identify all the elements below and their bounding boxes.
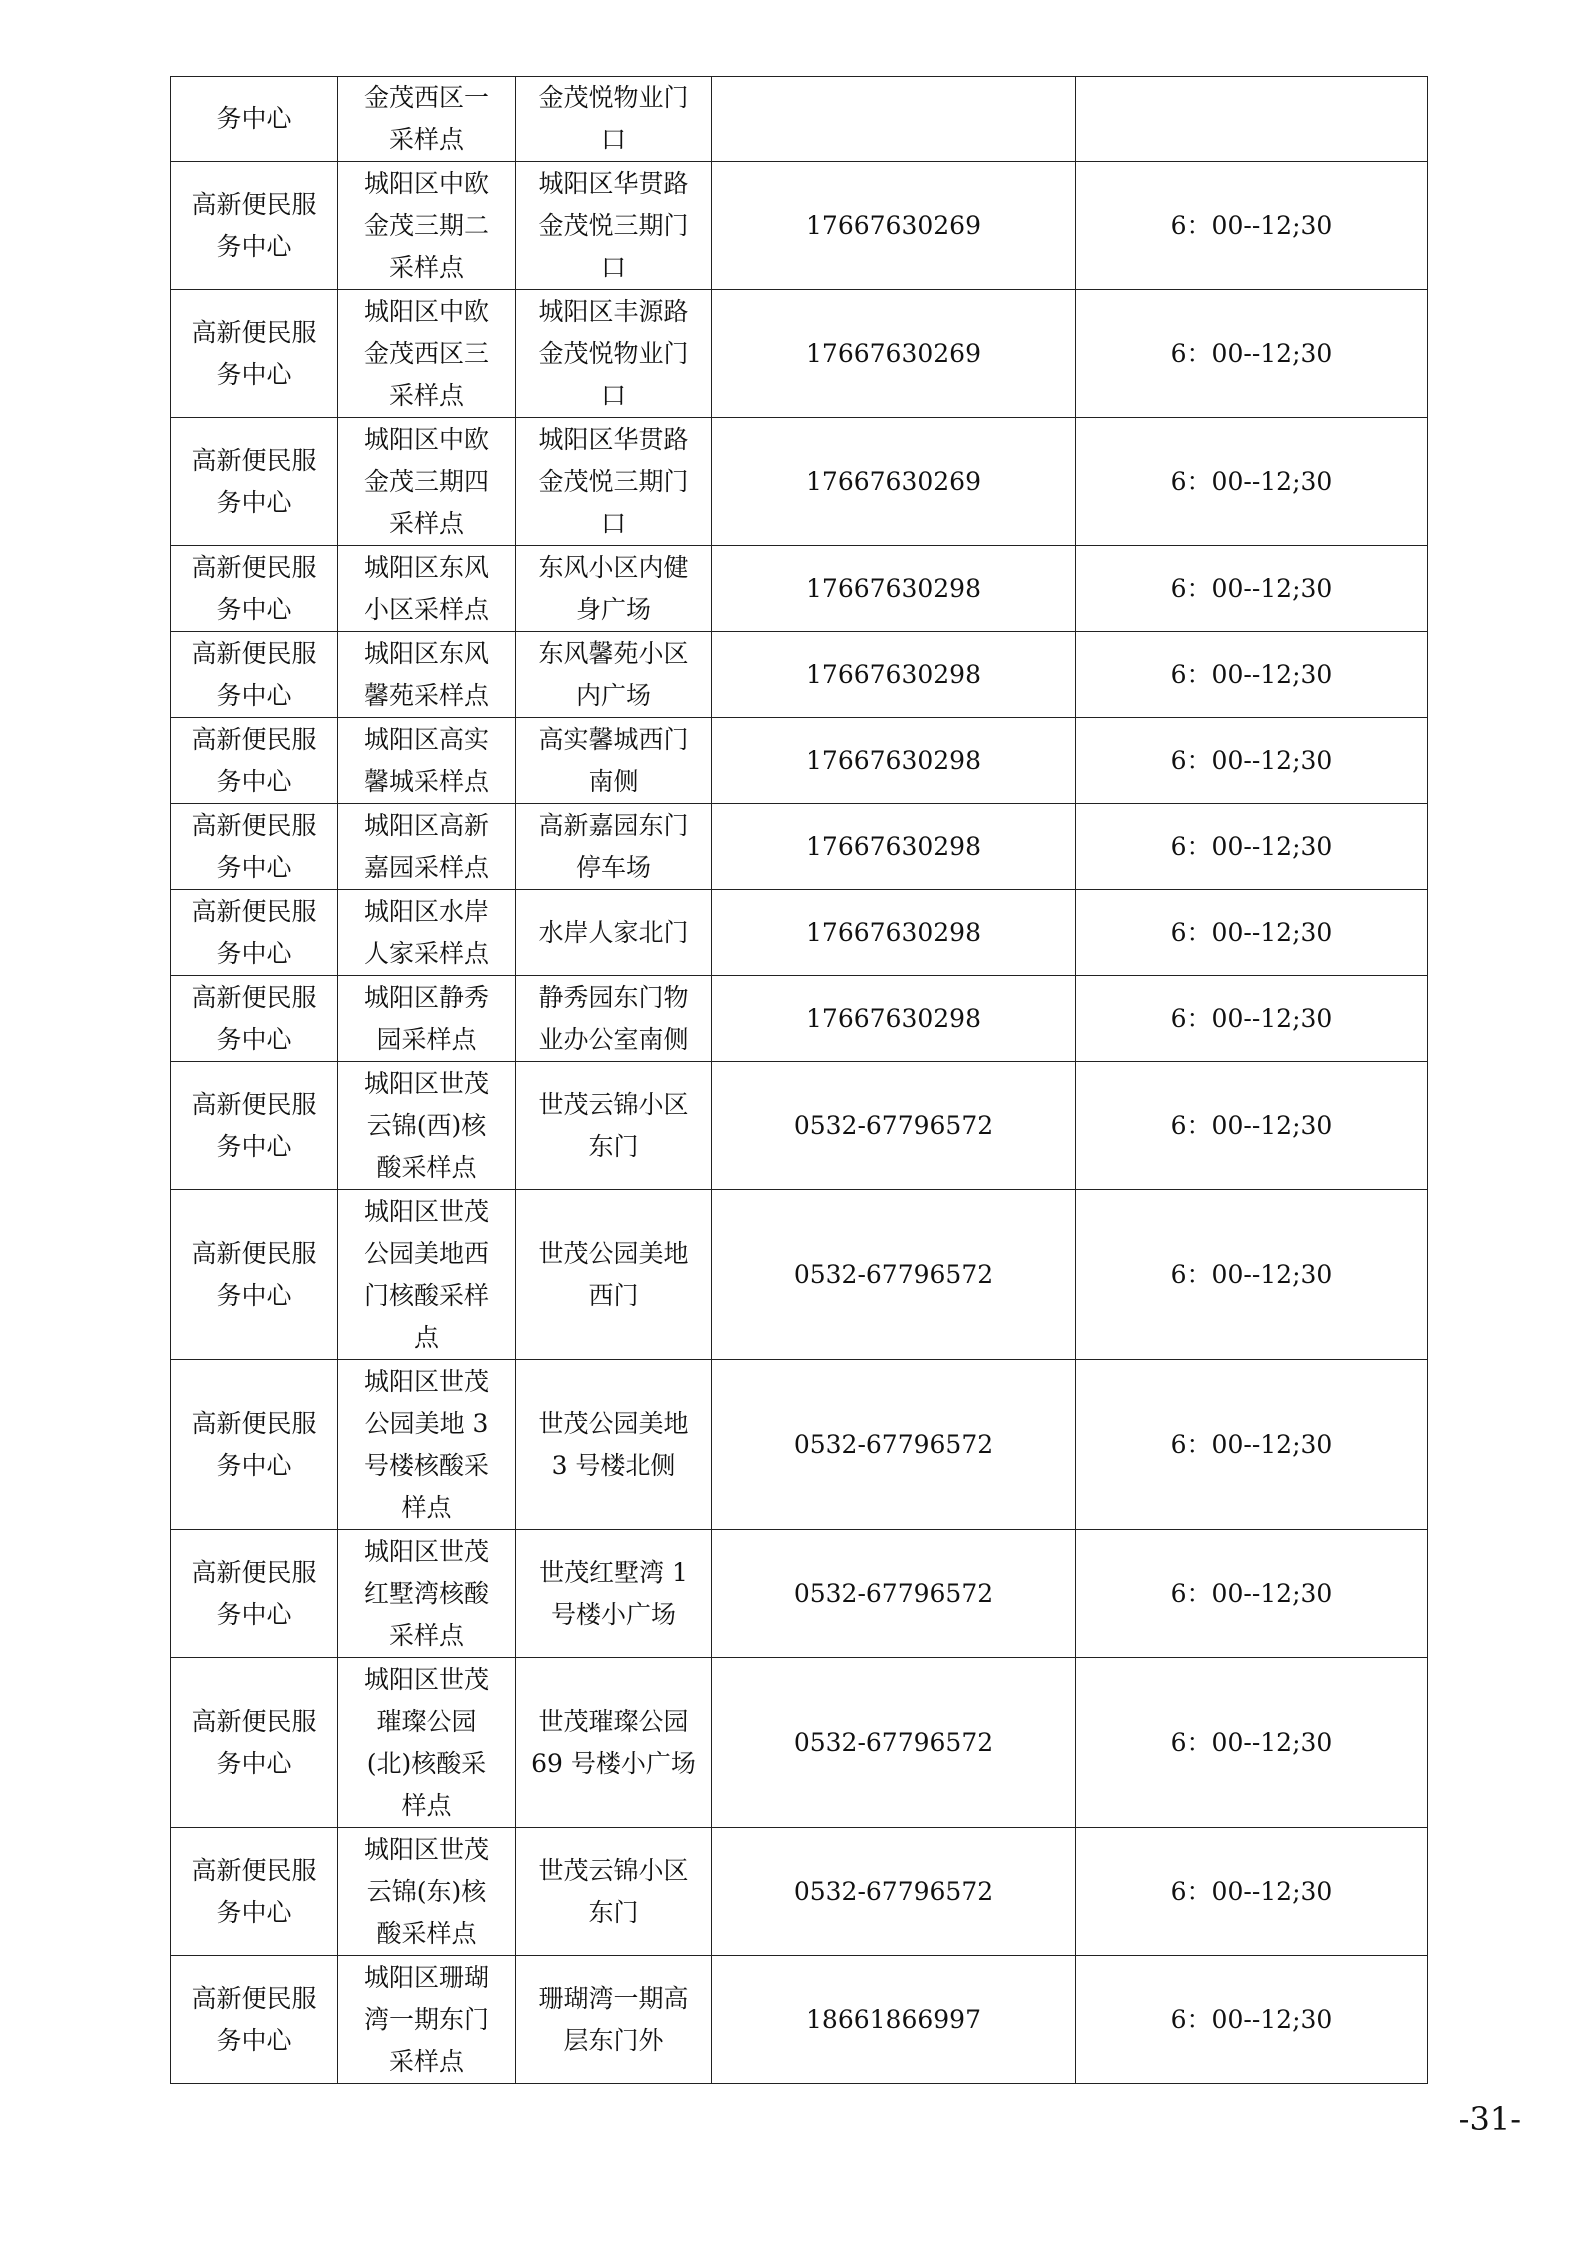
cell-line: 馨苑采样点 <box>363 680 489 710</box>
cell-line: 17667630298 <box>806 659 981 689</box>
cell-line: 高新便民服 <box>191 1557 317 1587</box>
cell-line: 69 号楼小广场 <box>531 1748 696 1778</box>
cell-line: 17667630298 <box>806 831 981 861</box>
cell-line: 务中心 <box>216 104 292 133</box>
cell-line: 金茂悦三期门 <box>538 466 689 496</box>
cell-line: 城阳区世茂 <box>363 1068 489 1098</box>
phone-cell <box>712 1530 1076 1658</box>
cell-line: 高新便民服 <box>191 1089 317 1119</box>
cell-line: 园采样点 <box>376 1024 477 1054</box>
cell-line: 金茂三期四 <box>363 466 489 496</box>
cell-line: 17667630269 <box>806 338 981 368</box>
cell-line: 金茂悦物业门 <box>538 338 689 368</box>
cell-line: 高新便民服 <box>191 552 317 582</box>
hours-cell <box>1076 1956 1428 2084</box>
address-cell <box>516 976 712 1062</box>
phone-cell <box>712 632 1076 718</box>
cell-line: 高新便民服 <box>191 724 317 754</box>
service-center-cell <box>171 1530 338 1658</box>
cell-line: 务中心 <box>216 231 292 261</box>
service-center-cell <box>171 976 338 1062</box>
cell-line: 城阳区华贯路 <box>538 424 689 454</box>
service-center-cell <box>171 1062 338 1190</box>
table-row <box>171 976 1428 1062</box>
cell-line: 城阳区华贯路 <box>538 168 689 198</box>
phone-cell <box>712 718 1076 804</box>
cell-line: 3 号楼北侧 <box>551 1450 676 1480</box>
cell-line: 0532-67796572 <box>793 1429 994 1459</box>
service-center-cell <box>171 290 338 418</box>
cell-line: 世茂云锦小区 <box>538 1089 689 1119</box>
cell-line: 17667630269 <box>806 466 981 496</box>
cell-line: 城阳区中欧 <box>363 296 489 326</box>
sampling-site-cell <box>338 1360 516 1530</box>
service-center-cell <box>171 804 338 890</box>
cell-line: 水岸人家北门 <box>538 917 689 947</box>
cell-line: 样点 <box>401 1492 452 1522</box>
cell-line: 17667630298 <box>806 745 981 775</box>
table-row <box>171 1062 1428 1190</box>
cell-line: 东门 <box>588 1897 639 1927</box>
cell-line: 务中心 <box>216 1748 292 1778</box>
phone-cell <box>712 546 1076 632</box>
cell-line: 金茂悦物业门 <box>538 83 689 112</box>
table-row <box>171 77 1428 162</box>
cell-line: 公园美地西 <box>363 1238 489 1268</box>
cell-line: 6：00--12;30 <box>1170 745 1333 775</box>
phone-cell <box>712 976 1076 1062</box>
sampling-site-cell <box>338 290 516 418</box>
cell-line: 金茂西区三 <box>363 338 489 368</box>
cell-line: 口 <box>600 508 626 538</box>
cell-line: 号楼核酸采 <box>363 1450 489 1480</box>
table-row <box>171 162 1428 290</box>
cell-line: 6：00--12;30 <box>1170 573 1333 603</box>
service-center-cell <box>171 162 338 290</box>
cell-line: 小区采样点 <box>363 594 489 624</box>
cell-line: 酸采样点 <box>376 1918 477 1948</box>
table-row <box>171 546 1428 632</box>
cell-line: 城阳区世茂 <box>363 1834 489 1864</box>
cell-line: 采样点 <box>388 508 464 538</box>
cell-line: 城阳区静秀 <box>363 982 489 1012</box>
cell-line: 采样点 <box>388 2046 464 2076</box>
cell-line: 高新便民服 <box>191 810 317 840</box>
address-cell <box>516 1190 712 1360</box>
page-number: -31- <box>1458 2100 1521 2138</box>
cell-line: 世茂云锦小区 <box>538 1855 689 1885</box>
cell-line: 城阳区世茂 <box>363 1664 489 1694</box>
sampling-site-cell <box>338 77 516 162</box>
table-row <box>171 1828 1428 1956</box>
address-cell <box>516 77 712 162</box>
cell-line: 6：00--12;30 <box>1170 659 1333 689</box>
address-cell <box>516 1956 712 2084</box>
cell-line: 6：00--12;30 <box>1170 1110 1333 1140</box>
hours-cell <box>1076 890 1428 976</box>
cell-line: 高新便民服 <box>191 1855 317 1885</box>
cell-line: 东门 <box>588 1131 639 1161</box>
phone-cell <box>712 418 1076 546</box>
cell-line: 金茂悦三期门 <box>538 210 689 240</box>
cell-line: 南侧 <box>588 766 639 796</box>
cell-line: 6：00--12;30 <box>1170 2004 1333 2034</box>
service-center-cell <box>171 1360 338 1530</box>
address-cell <box>516 418 712 546</box>
cell-line: 内广场 <box>575 680 651 710</box>
cell-line: 云锦(西)核 <box>366 1110 487 1140</box>
cell-line: 世茂公园美地 <box>538 1238 689 1268</box>
cell-line: 城阳区世茂 <box>363 1366 489 1396</box>
phone-cell <box>712 77 1076 162</box>
sampling-site-cell <box>338 1062 516 1190</box>
sampling-site-cell <box>338 1956 516 2084</box>
phone-cell <box>712 890 1076 976</box>
cell-line: 0532-67796572 <box>793 1110 994 1140</box>
table-row <box>171 1658 1428 1828</box>
service-center-cell <box>171 77 338 162</box>
table-body <box>171 77 1428 2084</box>
hours-cell <box>1076 1360 1428 1530</box>
service-center-cell <box>171 1956 338 2084</box>
cell-line: 城阳区东风 <box>363 638 489 668</box>
phone-cell <box>712 290 1076 418</box>
cell-line: 高新便民服 <box>191 896 317 926</box>
cell-line: 金茂三期二 <box>363 210 489 240</box>
cell-line: 6：00--12;30 <box>1170 210 1333 240</box>
hours-cell <box>1076 1828 1428 1956</box>
cell-line: 务中心 <box>216 1450 292 1480</box>
cell-line: 门核酸采样 <box>363 1280 489 1310</box>
cell-line: 口 <box>600 125 626 154</box>
cell-line: 高新便民服 <box>191 638 317 668</box>
address-cell <box>516 1062 712 1190</box>
address-cell <box>516 290 712 418</box>
cell-line: 城阳区珊瑚 <box>363 1962 489 1992</box>
cell-line: 务中心 <box>216 594 292 624</box>
hours-cell <box>1076 77 1428 162</box>
service-center-cell <box>171 546 338 632</box>
phone-cell <box>712 1190 1076 1360</box>
service-center-cell <box>171 418 338 546</box>
sampling-site-cell <box>338 1658 516 1828</box>
cell-line: 务中心 <box>216 1024 292 1054</box>
cell-line: 务中心 <box>216 766 292 796</box>
table-row <box>171 1190 1428 1360</box>
cell-line: 务中心 <box>216 2025 292 2055</box>
table-row <box>171 890 1428 976</box>
sampling-site-cell <box>338 804 516 890</box>
cell-line: 6：00--12;30 <box>1170 1876 1333 1906</box>
cell-line: 高新便民服 <box>191 189 317 219</box>
table-row <box>171 1360 1428 1530</box>
cell-line: 东风馨苑小区 <box>538 638 689 668</box>
phone-cell <box>712 1828 1076 1956</box>
address-cell <box>516 1658 712 1828</box>
table-row <box>171 1956 1428 2084</box>
cell-line: 城阳区世茂 <box>363 1196 489 1226</box>
cell-line: 高新便民服 <box>191 1983 317 2013</box>
sampling-site-cell <box>338 890 516 976</box>
cell-line: 城阳区高新 <box>363 810 489 840</box>
hours-cell <box>1076 418 1428 546</box>
cell-line: 世茂红墅湾 1 <box>539 1557 688 1587</box>
address-cell <box>516 1828 712 1956</box>
cell-line: (北)核酸采 <box>366 1748 487 1778</box>
cell-line: 务中心 <box>216 487 292 517</box>
service-center-cell <box>171 1828 338 1956</box>
hours-cell <box>1076 546 1428 632</box>
service-center-cell <box>171 718 338 804</box>
cell-line: 城阳区东风 <box>363 552 489 582</box>
sampling-site-cell <box>338 632 516 718</box>
table-row <box>171 418 1428 546</box>
sampling-site-cell <box>338 1828 516 1956</box>
cell-line: 18661866997 <box>806 2004 981 2034</box>
cell-line: 层东门外 <box>563 2025 664 2055</box>
cell-line: 口 <box>600 380 626 410</box>
sampling-site-cell <box>338 718 516 804</box>
cell-line: 务中心 <box>216 852 292 882</box>
hours-cell <box>1076 1658 1428 1828</box>
cell-line: 嘉园采样点 <box>363 852 489 882</box>
cell-line: 6：00--12;30 <box>1170 1727 1333 1757</box>
sampling-site-cell <box>338 418 516 546</box>
cell-line: 城阳区世茂 <box>363 1536 489 1566</box>
phone-cell <box>712 162 1076 290</box>
table-row <box>171 804 1428 890</box>
cell-line: 高新便民服 <box>191 1238 317 1268</box>
address-cell <box>516 162 712 290</box>
cell-line: 城阳区水岸 <box>363 896 489 926</box>
cell-line: 务中心 <box>216 1897 292 1927</box>
cell-line: 务中心 <box>216 938 292 968</box>
cell-line: 17667630269 <box>806 210 981 240</box>
cell-line: 6：00--12;30 <box>1170 1578 1333 1608</box>
hours-cell <box>1076 290 1428 418</box>
cell-line: 公园美地 3 <box>364 1408 489 1438</box>
phone-cell <box>712 1956 1076 2084</box>
cell-line: 西门 <box>588 1280 639 1310</box>
cell-line: 6：00--12;30 <box>1170 338 1333 368</box>
cell-line: 口 <box>600 252 626 282</box>
service-center-cell <box>171 1190 338 1360</box>
sampling-site-cell <box>338 976 516 1062</box>
cell-line: 6：00--12;30 <box>1170 831 1333 861</box>
cell-line: 采样点 <box>388 252 464 282</box>
sampling-site-cell <box>338 162 516 290</box>
address-cell <box>516 632 712 718</box>
cell-line: 金茂西区一 <box>363 83 489 112</box>
cell-line: 静秀园东门物 <box>538 982 689 1012</box>
cell-line: 高新便民服 <box>191 1408 317 1438</box>
hours-cell <box>1076 976 1428 1062</box>
address-cell <box>516 546 712 632</box>
cell-line: 湾一期东门 <box>363 2004 489 2034</box>
cell-line: 17667630298 <box>806 917 981 947</box>
cell-line: 高新便民服 <box>191 982 317 1012</box>
cell-line: 高新便民服 <box>191 445 317 475</box>
cell-line: 0532-67796572 <box>793 1876 994 1906</box>
table-row <box>171 718 1428 804</box>
phone-cell <box>712 1658 1076 1828</box>
hours-cell <box>1076 1062 1428 1190</box>
table-row <box>171 632 1428 718</box>
cell-line: 号楼小广场 <box>550 1599 676 1629</box>
cell-line: 务中心 <box>216 1131 292 1161</box>
hours-cell <box>1076 1530 1428 1658</box>
cell-line: 0532-67796572 <box>793 1578 994 1608</box>
cell-line: 城阳区高实 <box>363 724 489 754</box>
cell-line: 停车场 <box>575 852 651 882</box>
cell-line: 0532-67796572 <box>793 1727 994 1757</box>
cell-line: 东风小区内健 <box>538 552 689 582</box>
phone-cell <box>712 804 1076 890</box>
hours-cell <box>1076 162 1428 290</box>
cell-line: 6：00--12;30 <box>1170 1259 1333 1289</box>
cell-line: 6：00--12;30 <box>1170 466 1333 496</box>
cell-line: 务中心 <box>216 359 292 389</box>
service-center-cell <box>171 890 338 976</box>
sampling-sites-table <box>170 76 1428 2084</box>
cell-line: 样点 <box>401 1790 452 1820</box>
phone-cell <box>712 1062 1076 1190</box>
cell-line: 珊瑚湾一期高 <box>538 1983 689 2013</box>
cell-line: 身广场 <box>575 594 651 624</box>
cell-line: 高新便民服 <box>191 1706 317 1736</box>
cell-line: 6：00--12;30 <box>1170 917 1333 947</box>
cell-line: 酸采样点 <box>376 1152 477 1182</box>
cell-line: 点 <box>413 1322 439 1352</box>
cell-line: 务中心 <box>216 1599 292 1629</box>
hours-cell <box>1076 804 1428 890</box>
cell-line: 6：00--12;30 <box>1170 1429 1333 1459</box>
hours-cell <box>1076 1190 1428 1360</box>
hours-cell <box>1076 718 1428 804</box>
cell-line: 世茂璀璨公园 <box>538 1706 689 1736</box>
sampling-site-cell <box>338 1530 516 1658</box>
cell-line: 17667630298 <box>806 573 981 603</box>
sampling-site-cell <box>338 546 516 632</box>
cell-line: 业办公室南侧 <box>538 1024 689 1054</box>
cell-line: 城阳区中欧 <box>363 168 489 198</box>
address-cell <box>516 804 712 890</box>
cell-line: 采样点 <box>388 125 464 154</box>
address-cell <box>516 718 712 804</box>
service-center-cell <box>171 1658 338 1828</box>
cell-line: 云锦(东)核 <box>366 1876 487 1906</box>
address-cell <box>516 890 712 976</box>
sampling-site-cell <box>338 1190 516 1360</box>
cell-line: 人家采样点 <box>363 938 489 968</box>
cell-line: 世茂公园美地 <box>538 1408 689 1438</box>
table-row <box>171 290 1428 418</box>
cell-line: 高新嘉园东门 <box>538 810 689 840</box>
cell-line: 高实馨城西门 <box>538 724 689 754</box>
cell-line: 6：00--12;30 <box>1170 1003 1333 1033</box>
cell-line: 采样点 <box>388 1620 464 1650</box>
cell-line: 采样点 <box>388 380 464 410</box>
cell-line: 城阳区丰源路 <box>538 296 689 326</box>
service-center-cell <box>171 632 338 718</box>
cell-line: 务中心 <box>216 680 292 710</box>
cell-line: 馨城采样点 <box>363 766 489 796</box>
cell-line: 高新便民服 <box>191 317 317 347</box>
cell-line: 城阳区中欧 <box>363 424 489 454</box>
cell-line: 0532-67796572 <box>793 1259 994 1289</box>
cell-line: 红墅湾核酸 <box>363 1578 489 1608</box>
cell-line: 璀璨公园 <box>376 1706 477 1736</box>
cell-line: 17667630298 <box>806 1003 981 1033</box>
cell-line: 务中心 <box>216 1280 292 1310</box>
address-cell <box>516 1360 712 1530</box>
address-cell <box>516 1530 712 1658</box>
hours-cell <box>1076 632 1428 718</box>
table-row <box>171 1530 1428 1658</box>
phone-cell <box>712 1360 1076 1530</box>
